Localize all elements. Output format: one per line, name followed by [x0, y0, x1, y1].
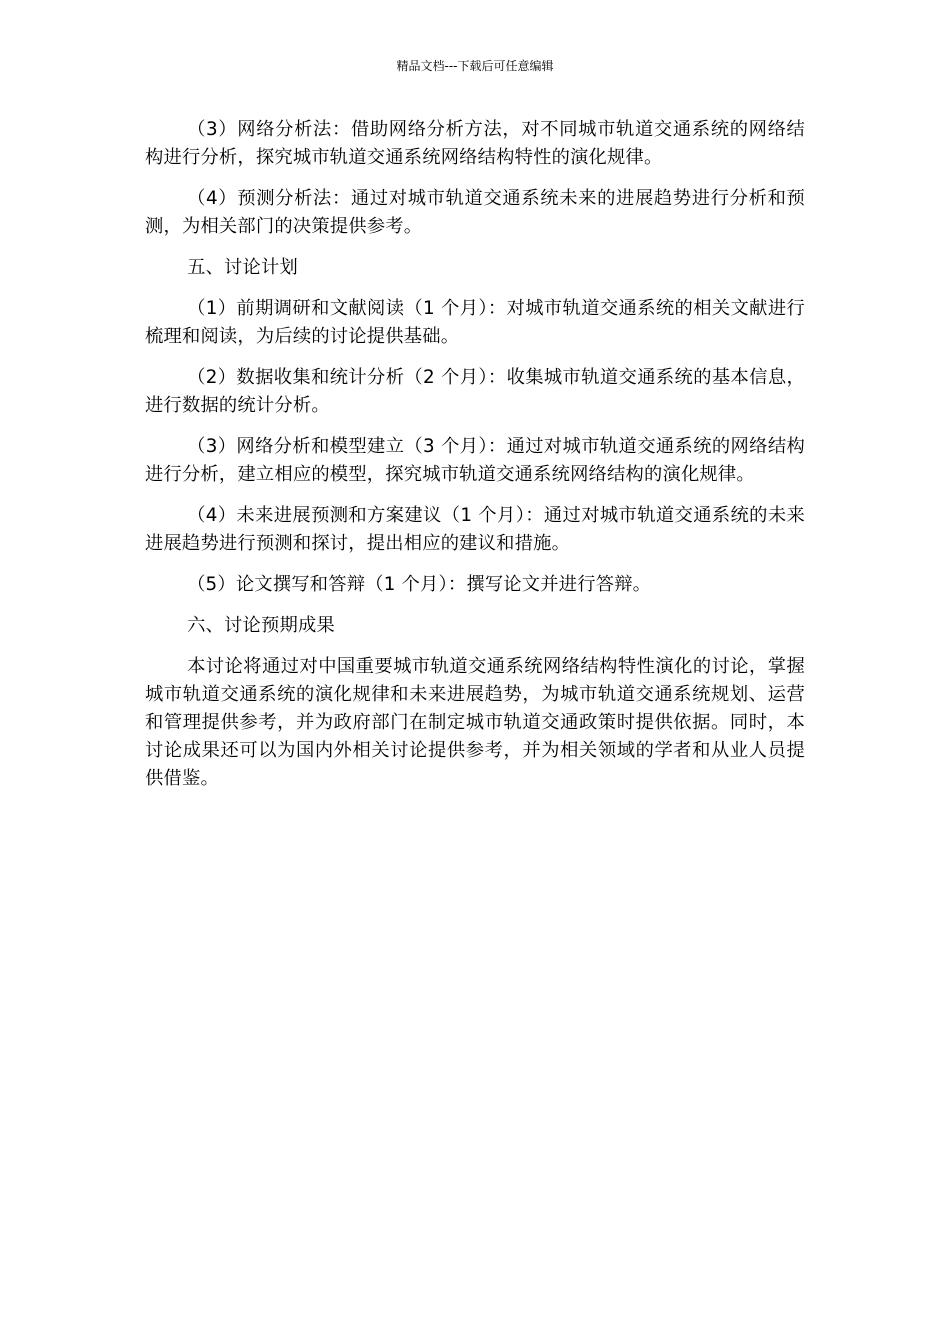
- section-heading-expected-results: 六、讨论预期成果: [187, 615, 335, 636]
- paragraph-plan-step-4: （4）未来进展预测和方案建议（1 个月）：通过对城市轨道交通系统的未来进展趋势进行预测和探讨，提出相应的建议和措施。: [145, 505, 805, 554]
- section-heading-plan: 五、讨论计划: [187, 257, 298, 278]
- paragraph-plan-step-3: （3）网络分析和模型建立（3 个月）：通过对城市轨道交通系统的网络结构进行分析，建立相应的模型，探究城市轨道交通系统网络结构的演化规律。: [145, 436, 805, 485]
- paragraph-network-analysis: （3）网络分析法：借助网络分析方法，对不同城市轨道交通系统的网络结构进行分析，探究城市轨道交通系统网络结构特性的演化规律。: [145, 119, 805, 168]
- paragraph-plan-step-5: （5）论文撰写和答辩（1 个月）：撰写论文并进行答辩。: [187, 574, 652, 595]
- page-header-text: 精品文档---下载后可任意编辑: [396, 59, 554, 73]
- paragraph-forecast-analysis: （4）预测分析法：通过对城市轨道交通系统未来的进展趋势进行分析和预测，为相关部门的决策提供参考。: [145, 188, 805, 237]
- paragraph-expected-results: 本讨论将通过对中国重要城市轨道交通系统网络结构特性演化的讨论，掌握城市轨道交通系统的演化规律和未来进展趋势，为城市轨道交通系统规划、运营和管理提供参考，并为政府部门在制定城市轨道交通政策时提供依据。同时，本讨论成果还可以为国内外相关讨论提供参考，并为相关领域的学者和从业人员提供借鉴。: [145, 656, 805, 789]
- paragraph-plan-step-1: （1）前期调研和文献阅读（1 个月）：对城市轨道交通系统的相关文献进行梳理和阅读，为后续的讨论提供基础。: [145, 298, 805, 347]
- document-body: [145, 116, 805, 806]
- paragraph-plan-step-2: （2）数据收集和统计分析（2 个月）：收集城市轨道交通系统的基本信息，进行数据的统计分析。: [145, 367, 805, 416]
